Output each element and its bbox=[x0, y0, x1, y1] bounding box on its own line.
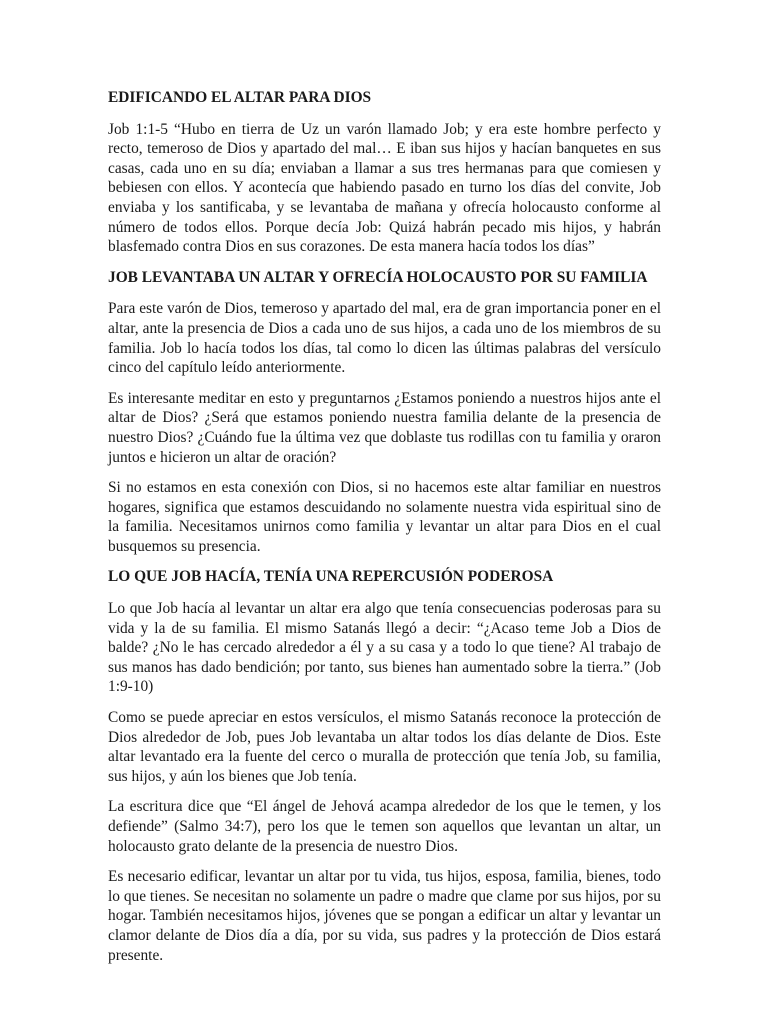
document-page bbox=[108, 88, 661, 976]
section-heading: EDIFICANDO EL ALTAR PARA DIOS bbox=[108, 89, 372, 106]
paragraph: Para este varón de Dios, temeroso y apartado del mal, era de gran importancia poner en el altar, ante la presencia de Dios a cada uno de sus hijos, a cada uno de los miembros de su familia. Job lo hacía todos los días, tal como lo dicen las últimas palabras del versículo cinco del capítulo leído anteriormente. bbox=[108, 300, 661, 377]
paragraph: Job 1:1-5 “Hubo en tierra de Uz un varón llamado Job; y era este hombre perfecto y recto, temeroso de Dios y apartado del mal… E iban sus hijos y hacían banquetes en sus casas, cada uno en su día; enviaban a llamar a sus tres hermanas para que comiesen y bebiesen con ellos. Y acontecía que habiendo pasado en turno los días del convite, Job enviaba y los santificaba, y se levantaba de mañana y ofrecía holocausto conforme al número de todos ellos. Porque decía Job: Quizá habrán pecado mis hijos, y habrán blasfemado contra Dios en sus corazones. De esta manera hacía todos los días” bbox=[108, 120, 661, 256]
section-1 bbox=[108, 88, 661, 257]
section-3 bbox=[108, 567, 661, 965]
paragraph: Si no estamos en esta conexión con Dios, si no hacemos este altar familiar en nuestros hogares, significa que estamos descuidando no solamente nuestra vida espiritual sino de la familia. Necesitamos unirnos como familia y levantar un altar para Dios en el cual busquemos su presencia. bbox=[108, 479, 661, 555]
section-2 bbox=[108, 268, 661, 557]
section-heading: JOB LEVANTABA UN ALTAR Y OFRECÍA HOLOCAUSTO POR SU FAMILIA bbox=[108, 268, 648, 286]
paragraph: Es necesario edificar, levantar un altar por tu vida, tus hijos, esposa, familia, bienes, todo lo que tienes. Se necesitan no solamente un padre o madre que clame por sus hijos, por su hogar. También necesitamos hijos, jóvenes que se pongan a edificar un altar y levantar un clamor delante de Dios día a día, por su vida, sus padres y la protección de Dios estará presente. bbox=[108, 868, 661, 964]
paragraph: Lo que Job hacía al levantar un altar era algo que tenía consecuencias poderosas para su vida y la de su familia. El mismo Satanás llegó a decir: “¿Acaso teme Job a Dios de balde? ¿No le has cercado alrededor a él y a su casa y a todo lo que tiene? Al trabajo de sus manos has dado bendición; por tanto, sus bienes han aumentado sobre la tierra.” (Job 1:9-10) bbox=[108, 600, 661, 696]
paragraph: Es interesante meditar en esto y preguntarnos ¿Estamos poniendo a nuestros hijos ante el altar de Dios? ¿Será que estamos poniendo nuestra familia delante de la presencia de nuestro Dios? ¿Cuándo fue la última vez que doblaste tus rodillas con tu familia y oraron juntos e hicieron un altar de oración? bbox=[108, 389, 661, 466]
section-heading: LO QUE JOB HACÍA, TENÍA UNA REPERCUSIÓN PODEROSA bbox=[108, 568, 554, 586]
paragraph: Como se puede apreciar en estos versículos, el mismo Satanás reconoce la protección de Dios alrededor de Job, pues Job levantaba un altar todos los días delante de Dios. Este altar levantado era la fuente del cerco o muralla de protección que tenía Job, su familia, sus hijos, y aún los bienes que Job tenía. bbox=[108, 709, 661, 785]
paragraph: La escritura dice que “El ángel de Jehová acampa alrededor de los que le temen, y los defiende” (Salmo 34:7), pero los que le temen son aquellos que levantan un altar, un holocausto grato delante de la presencia de nuestro Dios. bbox=[108, 798, 661, 855]
